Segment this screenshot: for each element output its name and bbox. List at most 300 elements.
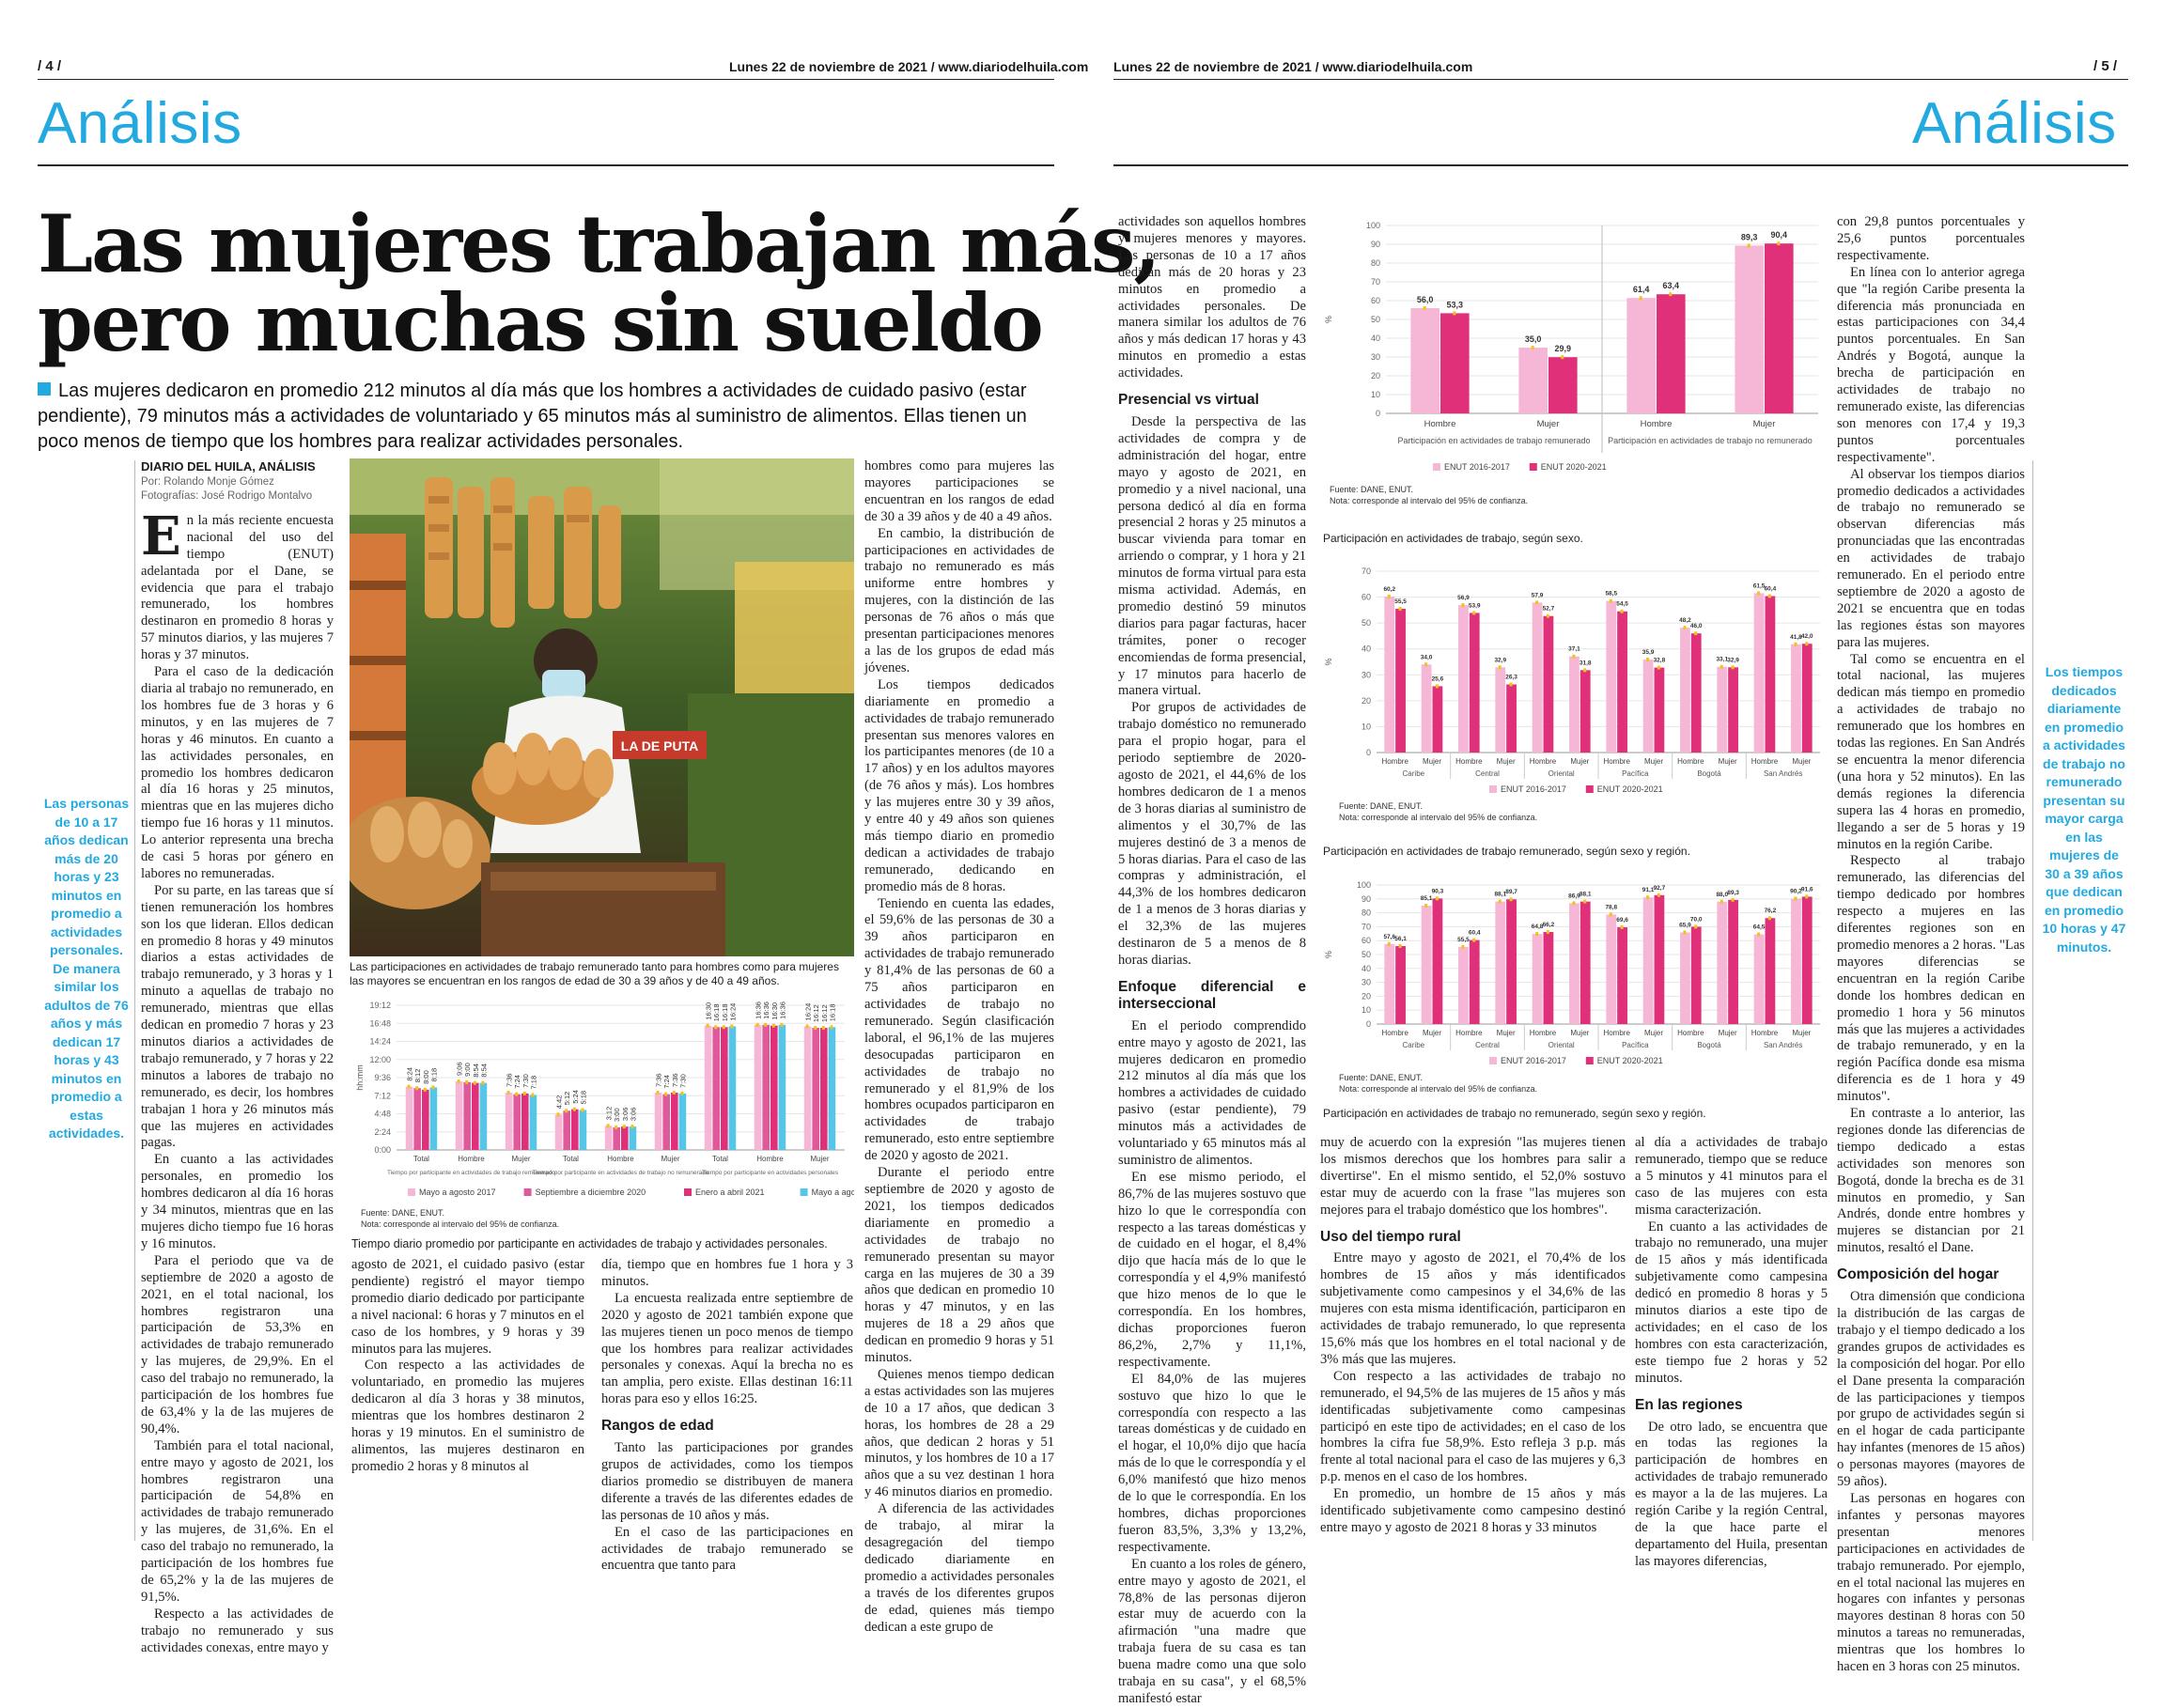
chart-bar xyxy=(1440,313,1470,413)
headline xyxy=(38,197,1159,369)
figure-sex-caption: Participación en actividades de trabajo, según sexo. xyxy=(1323,532,1583,545)
chart-bar xyxy=(1717,667,1727,753)
data-label: 58,5 xyxy=(1605,590,1618,598)
x-tick-label: Mujer xyxy=(661,1155,680,1163)
data-label: 8:54 xyxy=(471,1064,480,1078)
data-label: 16:36 xyxy=(778,1002,787,1019)
figure-time-chart xyxy=(351,994,854,1231)
column-8 xyxy=(1837,214,2025,1676)
y-tick-label: 40 xyxy=(1370,334,1380,343)
confidence-marker xyxy=(780,1023,783,1027)
legend-label: Enero a abril 2021 xyxy=(695,1188,765,1197)
confidence-marker xyxy=(1399,607,1402,611)
chart-bar xyxy=(729,1026,737,1150)
confidence-marker xyxy=(424,1088,427,1092)
legend-swatch xyxy=(1530,463,1537,471)
paragraph: El 84,0% de las mujeres sostuvo que hizo lo que le correspondía con respecto a las tareas domésticas y de cuidado en el hogar, el 10,0% dijo que hacía más de lo que le correspondía y el 6,0% manifestó que hizo menos de lo que le correspondía. En los hombres, dichas proporciones fueron 83,5%, 3,3% y 13,2%, respectivamente. xyxy=(1118,1371,1306,1555)
x-tick-label: Hombre xyxy=(1529,1029,1557,1037)
data-label: 42,0 xyxy=(1800,633,1813,641)
confidence-marker xyxy=(1472,939,1475,942)
confidence-marker xyxy=(756,1023,759,1027)
data-label: 7:30 xyxy=(678,1074,688,1088)
dateline-right: Lunes 22 de noviembre de 2021 / www.diariodelhuila.com xyxy=(1113,59,1473,74)
paragraph: A diferencia de las actividades de trabajo, al mirar la desagregación del tiempo dedicado diariamente en promedio a actividades personales a través de los diferentes grupos de edad, quienes más tiempo dedican a este grupo de xyxy=(864,1501,1054,1635)
section-rule-right xyxy=(1113,164,2128,166)
confidence-marker xyxy=(630,1125,633,1128)
chart-bar xyxy=(1802,644,1813,753)
x-tick-label: Hombre xyxy=(1455,757,1483,766)
confidence-marker xyxy=(1621,925,1624,929)
confidence-marker xyxy=(615,1126,617,1129)
legend-swatch xyxy=(1489,785,1497,793)
region-label: Pacífica xyxy=(1622,769,1649,778)
legend-label: ENUT 2020-2021 xyxy=(1596,784,1663,794)
chart-bar xyxy=(721,1027,728,1150)
y-tick-label: 16:48 xyxy=(369,1018,391,1029)
chart-bar xyxy=(1626,298,1656,413)
chart-bar xyxy=(1422,664,1432,753)
y-tick-label: 100 xyxy=(1356,880,1371,890)
y-tick-label: 40 xyxy=(1361,644,1371,654)
chart-bar xyxy=(1680,932,1690,1024)
deck-bullet-icon xyxy=(38,382,51,396)
chart-bar xyxy=(1410,308,1439,413)
chart-bar xyxy=(1495,667,1505,753)
data-label: 29,9 xyxy=(1554,344,1572,354)
confidence-marker xyxy=(1768,594,1771,598)
chart-region-unpaid-svg xyxy=(1320,874,1828,1099)
chart-bar xyxy=(1765,243,1794,413)
y-tick-label: 90 xyxy=(1361,893,1371,904)
legend-label: Mayo a ago xyxy=(811,1188,854,1197)
chart-bar xyxy=(829,1027,836,1150)
y-tick-label: 80 xyxy=(1361,908,1371,918)
legend-swatch xyxy=(1586,1057,1594,1064)
data-label: 46,0 xyxy=(1689,623,1703,630)
figure-region-unpaid-caption: Participación en actividades de trabajo no remunerado, según sexo y región. xyxy=(1323,1107,1706,1120)
data-label: 86,9 xyxy=(1568,893,1580,900)
confidence-marker xyxy=(1461,603,1464,607)
paragraph: En contraste a lo anterior, las regiones donde las diferencias de tiempo dedicado a estas actividades son menores son Bogotá, donde la brecha es de 31 minutos en promedio, y San Andrés, donde entre hombres y mujeres se distancian por 21 minutos, resaltó el Dane. xyxy=(1837,1106,2025,1256)
confidence-marker xyxy=(1732,898,1735,902)
y-tick-label: 4:48 xyxy=(374,1109,391,1119)
chart-bar xyxy=(655,1093,662,1150)
x-tick-label: Hombre xyxy=(1751,757,1779,766)
y-tick-label: 100 xyxy=(1365,221,1380,230)
region-label: Central xyxy=(1475,769,1500,778)
data-label: 89,3 xyxy=(1727,889,1739,896)
chart-bar xyxy=(1791,899,1801,1024)
data-label: 61,4 xyxy=(1632,285,1650,295)
data-label: 91,6 xyxy=(1800,886,1813,893)
chart-bar xyxy=(1754,935,1765,1024)
data-label: 37,1 xyxy=(1568,645,1580,653)
y-tick-label: 70 xyxy=(1361,567,1371,576)
figure-region-unpaid-chart xyxy=(1320,874,1828,1099)
subhead-composicion: Composición del hogar xyxy=(1837,1266,2000,1283)
data-label: 92,7 xyxy=(1653,884,1666,892)
confidence-marker xyxy=(1424,662,1427,666)
data-label: 16:30 xyxy=(704,1002,713,1020)
confidence-marker xyxy=(1461,945,1464,949)
confidence-marker xyxy=(515,1093,518,1096)
data-label: 90,2 xyxy=(1790,888,1802,895)
subhead-presencial: Presencial vs virtual xyxy=(1118,392,1259,409)
confidence-marker xyxy=(1777,241,1780,245)
data-label: 91,1 xyxy=(1642,887,1655,894)
subhead-rural: Uso del tiempo rural xyxy=(1320,1228,1461,1245)
data-label: 32,8 xyxy=(1653,657,1666,664)
y-tick-label: 70 xyxy=(1361,922,1371,932)
confidence-marker xyxy=(481,1081,484,1085)
chart-bar xyxy=(1643,660,1654,753)
legend-swatch xyxy=(1433,463,1440,471)
photo-sign-text: LA DE PUTA xyxy=(620,738,699,753)
confidence-marker xyxy=(557,1112,560,1116)
data-label: 3:06 xyxy=(629,1107,638,1122)
paragraph: En el periodo comprendido entre mayo y agosto de 2021, las mujeres dedicaron en promedio 212 minutos al día más que los hombres a actividades de cuidado pasivo (estar pendiente), 79 minutos más a actividades de voluntariado y 65 minutos más al suministro de alimentos. xyxy=(1118,1017,1306,1168)
byline: DIARIO DEL HUILA, ANÁLISIS xyxy=(141,459,316,474)
data-label: 3:06 xyxy=(620,1107,630,1122)
x-tick-label: Hombre xyxy=(1677,757,1704,766)
chart-bar xyxy=(1691,633,1702,753)
y-tick-label: 50 xyxy=(1361,950,1371,959)
paragraph: Desde la perspectiva de las actividades de compra y de administración del hogar, entre mayo y agosto de 2021, en promedio y a nivel nacional, una persona dedicó al día en forma presencial 2 horas y 25 minutos a buscar vivienda para tomar en arriendo o comprar, y 1 hora y 21 minutos de forma virtual para esta misma actividad. Además, en promedio destinó 59 minutos diarios para pagar facturas, hacer trámites, poner o recoger encomiendas de forma presencial, y 17 minutos para hacerlo de manera virtual. xyxy=(1118,413,1306,699)
figure-source: Fuente: DANE, ENUT. xyxy=(1339,1073,1424,1082)
paragraph: Teniendo en cuenta las edades, el 59,6% de las personas de 30 a 39 años participaron en actividades de trabajo remunerado y 81,4% de las personas de 60 a 75 años participaron en actividades de trabajo no remunerado. Según clasificación laboral, el 96,1% de las mujeres desocupadas participaron en actividades de trabajo no remunerado y el 81,9% de los hombres ocupados participaron en actividades de trabajo remunerado, esto entre septiembre de 2020 y agosto de 2021. xyxy=(864,895,1054,1164)
x-tick-label: Hombre xyxy=(1529,757,1557,766)
data-label: 66,2 xyxy=(1542,922,1555,929)
y-tick-label: 10 xyxy=(1370,390,1380,399)
data-label: 5:18 xyxy=(579,1090,588,1105)
paragraph: En cambio, la distribución de participaciones en actividades de trabajo no remunerado es más uniforme entre hombres y mujeres, con la distinción de las personas de 76 años o más que presentan participaciones menores a las de los grupos de edad más jóvenes. xyxy=(864,525,1054,675)
paragraph: Con respecto a las actividades de voluntariado, en promedio las mujeres dedicaron al día 3 horas y 38 minutos, mientras que los hombres destinaron 2 horas y 19 minutos. En el suministro de alimentos, las mujeres destinaron en promedio 2 horas y 8 minutos al xyxy=(351,1358,584,1474)
confidence-marker xyxy=(1805,642,1808,645)
region-label: Oriental xyxy=(1548,1041,1575,1049)
data-label: 7:36 xyxy=(670,1073,679,1088)
region-label: Bogotá xyxy=(1697,769,1721,778)
confidence-marker xyxy=(806,1024,809,1028)
section-label: Tiempo por participante en actividades de trabajo remunerado xyxy=(387,1170,555,1176)
y-tick-label: 60 xyxy=(1370,296,1380,305)
x-tick-label: Mujer xyxy=(1496,1029,1516,1037)
region-label: Oriental xyxy=(1548,769,1575,778)
chart-bar xyxy=(1728,900,1738,1024)
section-rule-left xyxy=(38,164,1054,166)
data-label: 88,0 xyxy=(1716,891,1729,898)
paragraph: Las personas en hogares con infantes y personas mayores presentan menores participaciones en actividades de trabajo remunerado. Por ejemplo, en el total nacional las mujeres en hogares con infantes y personas mayores destinan 8 horas con 50 minutos a tareas no remuneradas, mientras que los hombres lo hacen en 3 horas con 25 minutos. xyxy=(1837,1490,2025,1675)
data-label: 8:24 xyxy=(405,1067,414,1081)
chart-bar xyxy=(1580,902,1591,1024)
figure-time-caption: Tiempo diario promedio por participante en actividades de trabajo y actividades personales. xyxy=(351,1237,828,1250)
legend-swatch xyxy=(1586,785,1594,793)
chart-bar xyxy=(1544,932,1554,1024)
chart-bar xyxy=(1657,294,1686,413)
chart-bar xyxy=(1458,947,1469,1024)
confidence-marker xyxy=(1561,355,1564,359)
chart-bar xyxy=(406,1087,413,1150)
subhead-regiones: En las regiones xyxy=(1635,1396,1743,1413)
chart-bar xyxy=(755,1025,762,1150)
data-label: 16:36 xyxy=(762,1002,771,1019)
chart-bar xyxy=(1754,593,1765,753)
confidence-marker xyxy=(1510,897,1513,901)
x-tick-label: Mujer xyxy=(1570,757,1590,766)
legend-swatch xyxy=(1489,1057,1497,1064)
paragraph: Por su parte, en las tareas que sí tienen remuneración los hombres son los que lideran. Ellos dedican en promedio 8 horas y 49 minutos diarios a estas actividades de trabajo remunerado, y 3 horas y 1 minuto a aquellas de trabajo no remunerado, mientras que ellas dedican en promedio 7 horas y 23 minutos diarios a actividades de trabajo remunerado, y 7 horas y 22 minutos a labores de trabajo no remunerado, es decir, los hombres trabajan 1 hora y 26 minutos más que las mujeres en actividades pagas. xyxy=(141,882,334,1151)
chart-bar xyxy=(1717,902,1727,1024)
x-tick-label: Hombre xyxy=(1677,1029,1704,1037)
confidence-marker xyxy=(1757,933,1760,937)
photo-illustration xyxy=(350,458,854,956)
paragraph: Los tiempos dedicados diariamente en promedio a actividades de trabajo remunerado presentan sus menores valores en los participantes menores (de 10 a 17 años) y en los adultos mayores (de 76 años y más). Los hombres y las mujeres entre 30 y 39 años, y entre 40 y 49 años son quienes más tiempo diario en promedio dedican a actividades de trabajo remunerado, dedicando en promedio más de 8 horas. xyxy=(864,676,1054,894)
chart-bar xyxy=(1802,896,1813,1024)
y-tick-label: 19:12 xyxy=(369,1001,391,1010)
chart-bar xyxy=(513,1095,521,1150)
data-label: 7:18 xyxy=(529,1075,538,1090)
x-tick-label: Hombre xyxy=(1603,1029,1630,1037)
chart-bar xyxy=(630,1126,637,1150)
confidence-marker xyxy=(1757,591,1760,595)
chart-bar xyxy=(413,1088,421,1150)
headline-line-2: pero muchas sin sueldo xyxy=(38,276,1042,369)
chart-bar xyxy=(1569,657,1579,753)
chart-bar xyxy=(456,1081,463,1150)
confidence-marker xyxy=(1768,916,1771,920)
section-label: Participación en actividades de trabajo no remunerado xyxy=(1608,436,1813,445)
y-tick-label: 20 xyxy=(1361,991,1371,1002)
data-label: 41,8 xyxy=(1790,633,1802,641)
chart-bar xyxy=(621,1126,629,1150)
x-tick-label: Hombre xyxy=(607,1155,634,1163)
region-label: Bogotá xyxy=(1697,1041,1721,1049)
chart-bar xyxy=(1655,668,1665,753)
confidence-marker xyxy=(1657,666,1660,670)
confidence-marker xyxy=(707,1024,709,1028)
paragraph: En cuanto a las actividades de trabajo no remunerado, una mujer de 15 años y más identificada subjetivamente como campesina dedicó en promedio 8 horas y 5 minutos diarios a este tipo de actividades; en el caso de los hombres con esta caracterización, este tiempo fue 2 horas y 52 minutos. xyxy=(1635,1219,1828,1386)
x-tick-label: Mujer xyxy=(1718,1029,1737,1037)
data-label: 8:00 xyxy=(421,1070,430,1084)
chart-bar xyxy=(671,1093,678,1150)
confidence-marker xyxy=(1547,614,1549,618)
data-label: 16:24 xyxy=(728,1002,738,1021)
chart-bar xyxy=(1395,609,1406,753)
y-tick-label: 12:00 xyxy=(369,1054,391,1064)
x-tick-label: Hombre xyxy=(1381,757,1408,766)
x-tick-label: Mujer xyxy=(1792,757,1812,766)
chart-bar xyxy=(1422,906,1432,1024)
data-label: 5:24 xyxy=(570,1090,580,1104)
figure-note: Nota: corresponde al intervalo del 95% de confianza. xyxy=(361,1219,560,1229)
confidence-marker xyxy=(1694,631,1697,635)
data-label: 16:36 xyxy=(754,1002,763,1019)
confidence-marker xyxy=(1732,665,1735,669)
y-tick-label: 50 xyxy=(1361,618,1371,629)
data-label: 8:18 xyxy=(429,1067,439,1082)
data-label: 9:00 xyxy=(463,1063,473,1077)
chart-bar xyxy=(779,1025,786,1150)
confidence-marker xyxy=(673,1091,676,1095)
chart-bar xyxy=(1735,245,1764,413)
column-3 xyxy=(601,1257,853,1575)
data-label: 69,6 xyxy=(1616,916,1628,924)
data-label: 64,8 xyxy=(1531,924,1544,931)
chart-bar xyxy=(770,1026,778,1150)
data-label: 16:30 xyxy=(770,1002,779,1020)
confidence-marker xyxy=(723,1025,725,1029)
chart-bar xyxy=(1470,940,1480,1024)
data-label: 32,9 xyxy=(1727,657,1739,664)
data-label: 88,1 xyxy=(1494,891,1507,898)
y-tick-label: 0 xyxy=(1365,748,1371,757)
data-label: 89,7 xyxy=(1505,889,1517,896)
x-tick-label: Hombre xyxy=(1640,419,1673,429)
y-axis-unit: % xyxy=(1324,658,1333,666)
chart-bar xyxy=(1433,898,1443,1024)
confidence-marker xyxy=(1610,599,1612,603)
paragraph: muy de acuerdo con la expresión "las mujeres tienen los mismos derechos que los hombres para salir a divertirse". En el mismo sentido, el 52,0% sostuvo estar muy de acuerdo con la frase "las mujeres son mejores para el trabajo doméstico que los hombres". xyxy=(1320,1135,1626,1218)
y-tick-label: 0:00 xyxy=(374,1145,391,1155)
y-tick-label: 50 xyxy=(1370,315,1380,324)
author-credit: Por: Rolando Monje Gómez xyxy=(141,475,274,488)
data-label: 33,1 xyxy=(1716,656,1729,663)
data-label: 7:36 xyxy=(505,1073,514,1088)
data-label: 56,1 xyxy=(1394,935,1407,942)
x-tick-label: Hombre xyxy=(1381,1029,1408,1037)
data-label: 57,9 xyxy=(1531,592,1544,599)
y-axis-unit: hh:mm xyxy=(355,1064,365,1091)
data-label: 90,4 xyxy=(1770,230,1788,241)
chart-bar xyxy=(1470,613,1480,753)
chart-bar xyxy=(1384,597,1394,753)
data-label: 64,5 xyxy=(1752,924,1766,931)
chart-bar xyxy=(1548,357,1578,413)
confidence-marker xyxy=(1657,893,1660,897)
confidence-marker xyxy=(1535,600,1538,604)
x-tick-label: Total xyxy=(563,1155,579,1163)
confidence-marker xyxy=(523,1092,526,1095)
chart-bar xyxy=(1533,934,1543,1024)
y-tick-label: 14:24 xyxy=(369,1036,391,1047)
page-number-right: / 5 / xyxy=(2093,58,2118,74)
figure-source: Fuente: DANE, ENUT. xyxy=(1339,801,1424,811)
section-label: Participación en actividades de trabajo remunerado xyxy=(1397,436,1591,445)
subhead-enfoque: Enfoque diferencial e interseccional xyxy=(1118,978,1306,1012)
data-label: 35,0 xyxy=(1524,334,1542,344)
paragraph: De otro lado, se encuentra que en todas las regiones la participación de hombres en actividades de trabajo remunerado es mayor a la de las mujeres. La región Caribe y la región Central, de la que hace parte el departamento del Huila, presentan las mayores diferencias, xyxy=(1635,1419,1828,1569)
chart-bar xyxy=(580,1110,587,1150)
chart-bar xyxy=(705,1026,712,1150)
confidence-marker xyxy=(1572,655,1575,659)
chart-bar xyxy=(1495,902,1505,1024)
chart-bar xyxy=(1606,914,1616,1024)
paragraph: Quienes menos tiempo dedican a estas actividades son las mujeres de 10 a 17 años, que dedican 3 horas, los hombres de 28 a 29 años, que dedican 2 horas y 51 minutos, y los hombres de 10 a 17 años que a su vez destinan 1 hora y 46 minutos diarios en promedio. xyxy=(864,1366,1054,1500)
region-label: San Andrés xyxy=(1763,769,1803,778)
confidence-marker xyxy=(1453,311,1455,315)
column-2 xyxy=(351,1257,584,1476)
x-tick-label: Mujer xyxy=(1570,1029,1590,1037)
x-tick-label: Mujer xyxy=(1422,1029,1442,1037)
data-label: 8:12 xyxy=(413,1068,423,1083)
data-label: 54,5 xyxy=(1616,600,1628,608)
chart-bar xyxy=(1791,644,1801,753)
y-tick-label: 0 xyxy=(1365,1019,1371,1029)
y-axis-unit: % xyxy=(1324,950,1333,959)
column-divider xyxy=(134,460,135,1541)
region-label: Central xyxy=(1475,1041,1500,1049)
data-label: 53,9 xyxy=(1468,602,1481,610)
data-label: 7:24 xyxy=(662,1075,672,1089)
headline-line-1: Las mujeres trabajan más, xyxy=(38,197,1159,290)
confidence-marker xyxy=(1694,924,1697,928)
y-axis-unit: % xyxy=(1324,315,1333,324)
chart-bar xyxy=(605,1126,613,1150)
confidence-marker xyxy=(1640,296,1642,300)
confidence-marker xyxy=(431,1085,434,1089)
chart-bar xyxy=(679,1094,687,1150)
data-label: 34,0 xyxy=(1420,654,1433,661)
section-title-left: Análisis xyxy=(38,91,242,156)
chart-bar xyxy=(812,1028,819,1150)
confidence-marker xyxy=(565,1109,568,1112)
data-label: 63,4 xyxy=(1662,281,1680,291)
data-label: 70,0 xyxy=(1689,916,1703,924)
figure-sex-chart xyxy=(1320,214,1828,515)
data-label: 7:24 xyxy=(513,1075,522,1089)
confidence-marker xyxy=(1510,682,1513,686)
legend-label: ENUT 2020-2021 xyxy=(1540,462,1607,472)
x-tick-label: Total xyxy=(413,1155,429,1163)
data-label: 78,8 xyxy=(1605,904,1618,911)
x-tick-label: Mujer xyxy=(1422,757,1442,766)
legend-swatch xyxy=(524,1188,532,1196)
data-label: 52,7 xyxy=(1542,605,1555,613)
confidence-marker xyxy=(1720,900,1723,904)
chart-bar xyxy=(712,1027,720,1150)
x-tick-label: Hombre xyxy=(1751,1029,1779,1037)
paragraph: En cuanto a las actividades personales, en promedio los hombres dedicaron al día 16 horas y 34 minutos, mientras que en las mujeres dicho tiempo fue 16 horas y 16 minutos. xyxy=(141,1152,334,1251)
confidence-marker xyxy=(1472,611,1475,614)
data-label: 3:12 xyxy=(604,1106,614,1121)
data-label: 32,9 xyxy=(1494,657,1507,664)
confidence-marker xyxy=(1424,306,1426,310)
chart-sex-svg xyxy=(1320,214,1828,515)
x-tick-label: Mujer xyxy=(1752,419,1776,429)
y-tick-label: 9:36 xyxy=(374,1073,391,1082)
region-label: San Andrés xyxy=(1763,1041,1803,1049)
y-tick-label: 20 xyxy=(1361,695,1371,706)
chart-bar xyxy=(762,1025,770,1150)
figure-note: Nota: corresponde al intervalo del 95% de confianza. xyxy=(1339,813,1538,822)
column-5 xyxy=(1118,214,1306,1708)
data-label: 76,2 xyxy=(1764,908,1777,915)
chart-bar xyxy=(1643,897,1654,1024)
y-tick-label: 2:24 xyxy=(374,1126,391,1137)
data-label: 16:12 xyxy=(812,1004,821,1023)
confidence-marker xyxy=(822,1026,825,1030)
data-label: 3:00 xyxy=(613,1108,622,1122)
subhead-rangos: Rangos de edad xyxy=(601,1418,714,1435)
y-tick-label: 10 xyxy=(1361,722,1371,732)
figure-note: Nota: corresponde al intervalo del 95% de confianza. xyxy=(1339,1084,1538,1094)
y-tick-label: 30 xyxy=(1361,977,1371,987)
confidence-marker xyxy=(458,1079,460,1083)
confidence-marker xyxy=(772,1024,775,1028)
chart-bar xyxy=(555,1114,563,1150)
confidence-marker xyxy=(1388,942,1391,946)
y-tick-label: 70 xyxy=(1370,277,1380,287)
data-label: 26,3 xyxy=(1505,674,1517,681)
